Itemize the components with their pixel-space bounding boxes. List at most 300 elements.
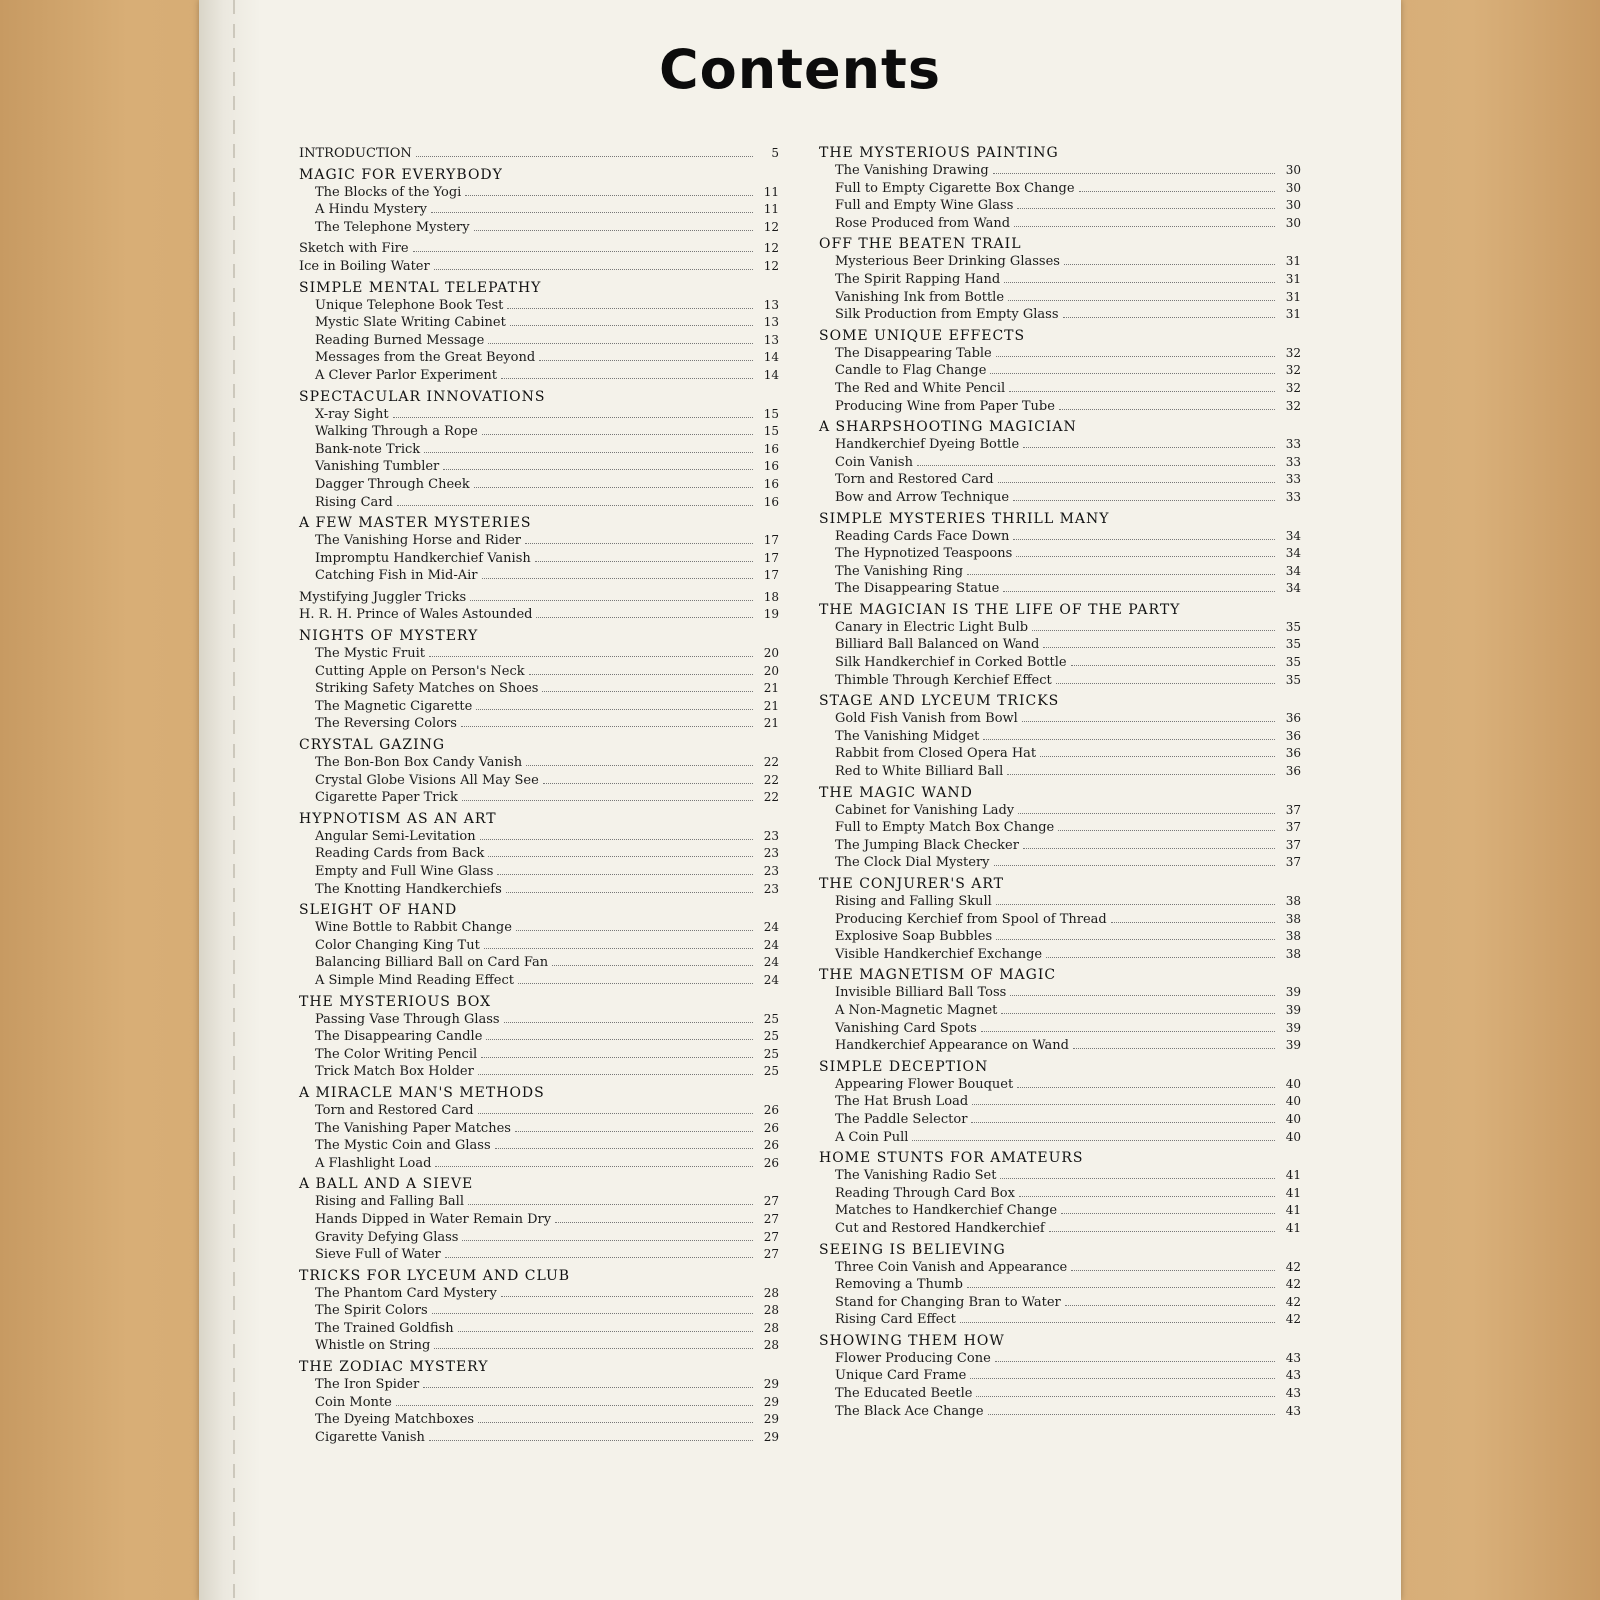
dot-leader <box>529 664 753 675</box>
dot-leader <box>996 894 1275 905</box>
section-heading: THE MAGNETISM OF MAGIC <box>819 967 1057 984</box>
entry-title: Full to Empty Cigarette Box Change <box>835 180 1075 196</box>
entry-page-number: 33 <box>1285 454 1301 469</box>
toc-entry <box>819 380 1301 398</box>
entry-page-number: 34 <box>1285 581 1301 596</box>
entry-title: The Disappearing Statue <box>835 581 1000 597</box>
entry-page-number: 32 <box>1285 363 1301 378</box>
entry-title: Removing a Thumb <box>835 1277 963 1293</box>
entry-page-number: 32 <box>1285 398 1301 413</box>
toc-entry <box>819 928 1301 946</box>
toc-entry <box>819 289 1301 307</box>
entry-page-number: 32 <box>1285 345 1301 360</box>
toc-section <box>299 389 779 512</box>
toc-entry <box>299 1211 779 1229</box>
entry-page-number: 29 <box>763 1377 779 1392</box>
entry-title: Hands Dipped in Water Remain Dry <box>315 1211 552 1227</box>
toc-left-column <box>299 145 779 1450</box>
entry-title: Canary in Electric Light Bulb <box>835 619 1029 635</box>
toc-entry <box>819 1311 1301 1329</box>
entry-title: The Disappearing Candle <box>315 1029 483 1045</box>
entry-title: The Iron Spider <box>315 1377 420 1393</box>
dot-leader <box>474 477 753 488</box>
dot-leader <box>996 929 1275 940</box>
toc-section <box>819 967 1301 1054</box>
entry-page-number: 38 <box>1285 894 1301 908</box>
entry-page-number: 41 <box>1285 1220 1301 1235</box>
toc-entry <box>819 672 1301 690</box>
dot-leader <box>552 955 753 966</box>
section-heading: A MIRACLE MAN'S METHODS <box>299 1084 545 1101</box>
dot-leader <box>993 163 1275 174</box>
toc-section <box>819 693 1301 780</box>
entry-title: Producing Wine from Paper Tube <box>835 398 1055 414</box>
dot-leader <box>495 1138 753 1149</box>
entry-page-number: 25 <box>763 1064 779 1079</box>
dot-leader <box>478 1103 753 1114</box>
toc-entry <box>299 1155 779 1173</box>
entry-title: Cabinet for Vanishing Lady <box>835 802 1015 818</box>
dot-leader <box>480 829 753 840</box>
entry-title: Coin Vanish <box>835 454 913 470</box>
entry-page-number: 39 <box>1285 1038 1301 1053</box>
entry-page-number: 12 <box>763 258 779 273</box>
toc-entry <box>819 893 1301 911</box>
entry-title: Messages from the Great Beyond <box>315 350 536 366</box>
entry-page-number: 43 <box>1285 1350 1301 1365</box>
entry-page-number: 32 <box>1285 380 1301 395</box>
entry-title: Gold Fish Vanish from Bowl <box>835 711 1018 727</box>
entry-page-number: 16 <box>763 441 779 456</box>
dot-leader <box>1003 581 1275 592</box>
dot-leader <box>967 1277 1275 1288</box>
entry-page-number: 22 <box>763 772 779 787</box>
entry-title: Rising and Falling Skull <box>835 894 992 909</box>
entry-page-number: 41 <box>1285 1203 1301 1218</box>
entry-title: Cut and Restored Handkerchief <box>835 1220 1045 1236</box>
entry-page-number: 23 <box>763 864 779 878</box>
dot-leader <box>1040 746 1275 757</box>
toc-entry <box>819 253 1301 271</box>
toc-entry <box>819 471 1301 489</box>
toc-section <box>299 737 779 807</box>
entry-page-number: 13 <box>763 315 779 330</box>
entry-page-number: 40 <box>1285 1094 1301 1109</box>
dot-leader <box>488 333 753 344</box>
toc-section <box>299 589 779 624</box>
toc-entry <box>299 863 779 881</box>
toc-entry <box>299 314 779 332</box>
entry-title: Dagger Through Cheek <box>315 476 470 492</box>
entry-page-number: 27 <box>763 1194 779 1209</box>
toc-entry <box>299 258 779 276</box>
entry-page-number: 40 <box>1285 1076 1301 1091</box>
section-heading: HOME STUNTS FOR AMATEURS <box>819 1150 1084 1167</box>
dot-leader <box>535 551 753 562</box>
section-heading: A SHARPSHOOTING MAGICIAN <box>819 419 1077 436</box>
entry-title: The Reversing Colors <box>315 716 457 732</box>
dot-leader <box>416 146 753 157</box>
toc-entry <box>299 698 779 716</box>
entry-page-number: 21 <box>763 681 779 696</box>
toc-entry <box>819 763 1301 781</box>
dot-leader <box>1018 803 1275 814</box>
toc-section <box>819 1150 1301 1237</box>
toc-entry <box>819 1076 1301 1094</box>
toc-entry <box>819 946 1301 964</box>
entry-title: Candle to Flag Change <box>835 363 987 379</box>
toc-entry <box>299 423 779 441</box>
toc-section <box>819 1059 1301 1146</box>
entry-page-number: 42 <box>1285 1294 1301 1309</box>
entry-title: Three Coin Vanish and Appearance <box>835 1259 1068 1275</box>
dot-leader <box>1073 1038 1275 1049</box>
toc-entry <box>819 345 1301 363</box>
entry-title: Passing Vase Through Glass <box>315 1011 500 1027</box>
entry-page-number: 29 <box>763 1394 779 1409</box>
dot-leader <box>995 1351 1275 1362</box>
entry-page-number: 18 <box>763 589 779 604</box>
entry-page-number: 28 <box>763 1285 779 1300</box>
entry-page-number: 24 <box>763 937 779 952</box>
toc-entry <box>299 715 779 733</box>
toc-section <box>819 511 1301 598</box>
toc-entry <box>819 1220 1301 1238</box>
entry-title: Vanishing Ink from Bottle <box>835 289 1005 305</box>
dot-leader <box>431 202 753 213</box>
entry-page-number: 17 <box>763 550 779 565</box>
dot-leader <box>917 455 1275 466</box>
dot-leader <box>1058 820 1275 831</box>
dot-leader <box>462 790 753 801</box>
entry-page-number: 15 <box>763 406 779 421</box>
entry-title: Reading Through Card Box <box>835 1185 1015 1201</box>
toc-entry <box>819 911 1301 929</box>
entry-title: Reading Cards from Back <box>315 846 485 862</box>
dot-leader <box>429 1430 753 1441</box>
entry-title: A Flashlight Load <box>315 1155 432 1171</box>
dot-leader <box>510 315 753 326</box>
dot-leader <box>434 259 753 270</box>
entry-title: Thimble Through Kerchief Effect <box>835 672 1052 688</box>
entry-page-number: 30 <box>1285 180 1301 195</box>
entry-page-number: 36 <box>1285 764 1301 779</box>
toc-entry <box>819 728 1301 746</box>
entry-title: Matches to Handkerchief Change <box>835 1203 1058 1219</box>
toc-entry <box>819 837 1301 855</box>
dot-leader <box>482 568 753 579</box>
entry-title: The Spirit Colors <box>315 1303 428 1319</box>
dot-leader <box>516 920 753 931</box>
entry-title: The Mystic Coin and Glass <box>315 1138 491 1154</box>
entry-page-number: 38 <box>1285 911 1301 926</box>
entry-page-number: 24 <box>763 920 779 935</box>
entry-title: Appearing Flower Bouquet <box>835 1076 1014 1092</box>
dot-leader <box>960 1312 1275 1323</box>
entry-page-number: 36 <box>1285 746 1301 761</box>
dot-leader <box>1013 490 1275 501</box>
toc-entry <box>299 1429 779 1447</box>
entry-title: Rose Produced from Wand <box>835 215 1011 231</box>
entry-page-number: 22 <box>763 790 779 805</box>
entry-title: Rabbit from Closed Opera Hat <box>835 746 1037 762</box>
entry-page-number: 25 <box>763 1011 779 1026</box>
toc-entry <box>819 197 1301 215</box>
entry-title: Crystal Globe Visions All May See <box>315 772 539 788</box>
entry-title: Torn and Restored Card <box>835 472 994 488</box>
toc-entry <box>819 710 1301 728</box>
dot-leader <box>1111 912 1275 923</box>
entry-page-number: 14 <box>763 367 779 382</box>
entry-page-number: 24 <box>763 955 779 970</box>
entry-title: Rising Card <box>315 494 393 510</box>
section-heading: THE MYSTERIOUS PAINTING <box>819 145 1059 161</box>
toc-section <box>299 1176 779 1263</box>
dot-leader <box>474 220 753 231</box>
entry-page-number: 30 <box>1285 198 1301 213</box>
entry-title: The Vanishing Ring <box>835 563 964 579</box>
section-heading: SIMPLE MENTAL TELEPATHY <box>299 279 542 296</box>
entry-page-number: 13 <box>763 332 779 347</box>
entry-title: Stand for Changing Bran to Water <box>835 1294 1061 1310</box>
entry-page-number: 23 <box>763 846 779 861</box>
toc-entry <box>819 1350 1301 1368</box>
entry-title: The Vanishing Drawing <box>835 163 989 178</box>
toc-entry <box>299 919 779 937</box>
dot-leader <box>1063 307 1276 318</box>
toc-entry <box>299 1376 779 1394</box>
entry-page-number: 25 <box>763 1046 779 1061</box>
toc-section <box>819 602 1301 689</box>
entry-page-number: 38 <box>1285 946 1301 961</box>
entry-page-number: 40 <box>1285 1129 1301 1144</box>
toc-entry <box>299 606 779 624</box>
dot-leader <box>1064 254 1275 265</box>
binding-stitch <box>233 0 235 1600</box>
toc-entry <box>299 754 779 772</box>
entry-page-number: 5 <box>771 146 779 160</box>
entry-page-number: 39 <box>1285 1002 1301 1017</box>
section-heading: SIMPLE DECEPTION <box>819 1058 989 1075</box>
toc-entry <box>299 1046 779 1064</box>
toc-entry <box>819 1259 1301 1277</box>
dot-leader <box>555 1212 753 1223</box>
dot-leader <box>501 1286 753 1297</box>
toc-entry <box>299 845 779 863</box>
entry-title: Rising and Falling Ball <box>315 1194 464 1210</box>
entry-page-number: 22 <box>763 755 779 770</box>
dot-leader <box>543 773 753 784</box>
entry-page-number: 30 <box>1285 163 1301 177</box>
section-heading: MAGIC FOR EVERYBODY <box>299 166 503 183</box>
dot-leader <box>1056 673 1275 684</box>
dot-leader <box>443 459 753 470</box>
dot-leader <box>476 699 753 710</box>
entry-title: Mystic Slate Writing Cabinet <box>315 315 506 331</box>
entry-page-number: 42 <box>1285 1259 1301 1274</box>
toc-entry <box>299 349 779 367</box>
dot-leader <box>445 1247 753 1258</box>
dot-leader <box>983 729 1275 740</box>
entry-title: The Vanishing Midget <box>835 728 980 744</box>
toc-entry <box>819 398 1301 416</box>
dot-leader <box>501 368 753 379</box>
dot-leader <box>967 564 1275 575</box>
dot-leader <box>423 1377 753 1388</box>
section-heading: NIGHTS OF MYSTERY <box>299 628 479 645</box>
toc-entry <box>299 663 779 681</box>
entry-title: Reading Cards Face Down <box>835 528 1010 544</box>
dot-leader <box>1071 1260 1275 1271</box>
dot-leader <box>971 1112 1275 1123</box>
entry-title: Mysterious Beer Drinking Glasses <box>835 254 1060 270</box>
entry-title: Whistle on String <box>315 1338 431 1354</box>
dot-leader <box>1017 1077 1275 1088</box>
dot-leader <box>518 973 753 984</box>
entry-page-number: 24 <box>763 972 779 987</box>
dot-leader <box>526 755 753 766</box>
dot-leader <box>1022 711 1275 722</box>
entry-title: Bow and Arrow Technique <box>835 489 1010 505</box>
entry-page-number: 21 <box>763 716 779 731</box>
entry-page-number: 27 <box>763 1211 779 1226</box>
dot-leader <box>482 424 753 435</box>
dot-leader <box>435 1156 753 1167</box>
toc-entry <box>819 854 1301 872</box>
toc-entry <box>299 1028 779 1046</box>
toc-entry <box>819 1294 1301 1312</box>
entry-title: The Spirit Rapping Hand <box>835 271 1001 287</box>
entry-title: The Phantom Card Mystery <box>315 1285 497 1301</box>
toc-entry <box>299 1120 779 1138</box>
entry-page-number: 42 <box>1285 1312 1301 1327</box>
entry-title: Explosive Soap Bubbles <box>835 929 993 945</box>
entry-title: The Mystic Fruit <box>315 646 425 662</box>
dot-leader <box>497 864 753 875</box>
dot-leader <box>1071 655 1275 666</box>
toc-section <box>819 1242 1301 1329</box>
dot-leader <box>470 590 753 601</box>
entry-title: The Paddle Selector <box>835 1111 968 1127</box>
entry-page-number: 43 <box>1285 1368 1301 1383</box>
dot-leader <box>461 716 753 727</box>
dot-leader <box>515 1121 753 1132</box>
entry-page-number: 30 <box>1285 215 1301 230</box>
entry-page-number: 29 <box>763 1412 779 1427</box>
toc-section <box>299 628 779 733</box>
toc-entry <box>299 494 779 512</box>
entry-page-number: 33 <box>1285 489 1301 504</box>
section-heading: A FEW MASTER MYSTERIES <box>299 515 532 532</box>
toc-entry <box>819 215 1301 233</box>
dot-leader <box>542 681 753 692</box>
entry-title: Coin Monte <box>315 1394 392 1410</box>
toc-entry <box>819 1367 1301 1385</box>
entry-title: Silk Production from Empty Glass <box>835 307 1059 323</box>
toc-entry <box>819 1202 1301 1220</box>
dot-leader <box>1059 399 1275 410</box>
dot-leader <box>396 1395 753 1406</box>
entry-title: The Clock Dial Mystery <box>835 855 990 871</box>
section-heading: SIMPLE MYSTERIES THRILL MANY <box>819 510 1110 527</box>
section-heading: SPECTACULAR INNOVATIONS <box>299 388 546 405</box>
entry-title: Reading Burned Message <box>315 332 485 348</box>
toc-entry <box>299 1229 779 1247</box>
entry-page-number: 35 <box>1285 672 1301 687</box>
toc-entry <box>819 1111 1301 1129</box>
toc-entry <box>299 532 779 550</box>
toc-entry <box>299 1063 779 1081</box>
entry-title: A Non-Magnetic Magnet <box>835 1002 998 1018</box>
section-heading: TRICKS FOR LYCEUM AND CLUB <box>299 1267 571 1284</box>
entry-page-number: 20 <box>763 663 779 678</box>
entry-page-number: 33 <box>1285 472 1301 487</box>
toc-entry <box>299 219 779 237</box>
entry-title: Unique Card Frame <box>835 1368 967 1384</box>
toc-entry <box>819 528 1301 546</box>
toc-entry <box>299 332 779 350</box>
entry-title: The Vanishing Horse and Rider <box>315 533 522 549</box>
dot-leader <box>998 472 1275 483</box>
toc-entry <box>299 1337 779 1355</box>
toc-entry <box>819 819 1301 837</box>
entry-title: The Black Ace Change <box>835 1403 984 1419</box>
dot-leader <box>393 407 753 418</box>
entry-page-number: 27 <box>763 1229 779 1244</box>
dot-leader <box>429 646 753 657</box>
entry-page-number: 29 <box>763 1429 779 1444</box>
toc-entry <box>299 1285 779 1303</box>
toc-entry <box>819 1403 1301 1421</box>
entry-title: A Hindu Mystery <box>315 202 428 218</box>
dot-leader <box>1001 1003 1275 1014</box>
entry-title: Full and Empty Wine Glass <box>835 198 1014 214</box>
section-heading: CRYSTAL GAZING <box>299 737 446 754</box>
toc-entry <box>299 828 779 846</box>
entry-title: The Vanishing Radio Set <box>835 1168 997 1184</box>
entry-page-number: 31 <box>1285 289 1301 304</box>
section-heading: THE MYSTERIOUS BOX <box>299 993 492 1010</box>
entry-title: Cigarette Vanish <box>315 1429 425 1445</box>
entry-page-number: 28 <box>763 1338 779 1353</box>
toc-entry <box>299 367 779 385</box>
toc-entry <box>299 441 779 459</box>
dot-leader <box>478 1412 753 1423</box>
toc-entry <box>299 145 779 163</box>
entry-page-number: 17 <box>763 533 779 548</box>
toc-entry <box>299 772 779 790</box>
dot-leader <box>972 1094 1275 1105</box>
toc-entry <box>819 1002 1301 1020</box>
dot-leader <box>525 533 753 544</box>
entry-page-number: 11 <box>763 202 779 217</box>
toc-entry <box>299 589 779 607</box>
toc-entry <box>299 972 779 990</box>
entry-page-number: 26 <box>763 1120 779 1135</box>
entry-page-number: 16 <box>763 459 779 474</box>
entry-title: Walking Through a Rope <box>315 424 478 440</box>
dot-leader <box>1010 985 1275 996</box>
entry-page-number: 25 <box>763 1029 779 1044</box>
entry-page-number: 35 <box>1285 655 1301 670</box>
dot-leader <box>1032 620 1275 631</box>
entry-title: The Vanishing Paper Matches <box>315 1120 511 1136</box>
entry-page-number: 42 <box>1285 1277 1301 1292</box>
entry-page-number: 20 <box>763 646 779 661</box>
entry-title: The Red and White Pencil <box>835 380 1006 396</box>
entry-title: Silk Handkerchief in Corked Bottle <box>835 655 1067 671</box>
entry-title: Full to Empty Match Box Change <box>835 820 1055 836</box>
